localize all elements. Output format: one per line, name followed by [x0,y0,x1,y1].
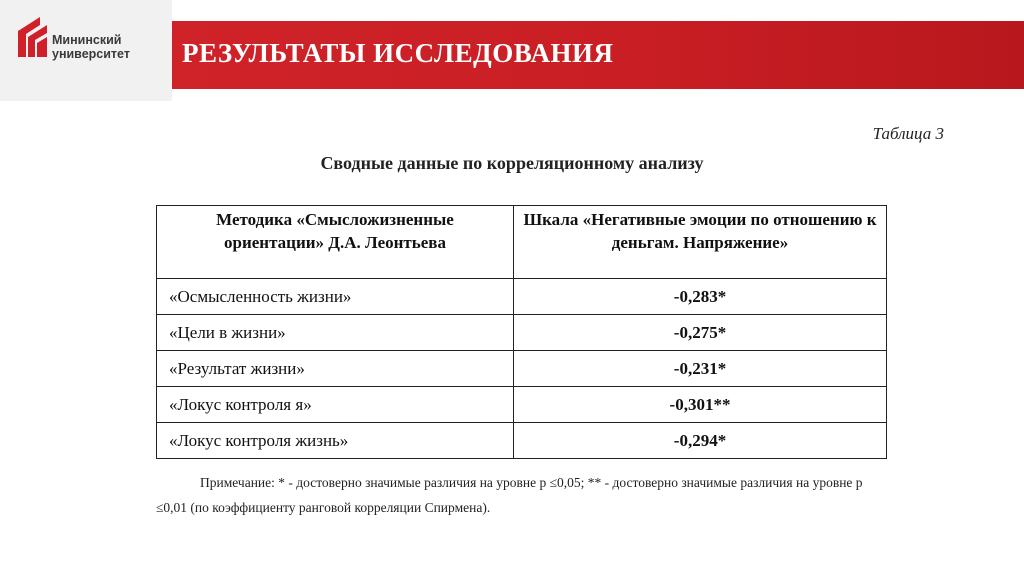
row-label: «Локус контроля жизнь» [157,423,514,459]
table-footnote: Примечание: * - достоверно значимые различия на уровне р ≤0,05; ** - достоверно значимые различия на уровне р ≤0,01 (по коэффициенту ранговой корреляции Спирмена). [156,475,863,515]
logo-panel [0,0,172,101]
header-band [172,21,1024,89]
row-label: «Результат жизни» [157,351,514,387]
logo-line-2: университет [52,47,130,61]
column-header-method: Методика «Смысложизненные ориентации» Д.А. Леонтьева [157,206,514,279]
row-value: -0,294* [514,423,887,459]
university-name [52,33,130,61]
row-label: «Цели в жизни» [157,315,514,351]
table-row [157,387,887,423]
university-logo-icon [16,13,50,59]
table-caption: Таблица 3 [872,124,944,143]
page-title: РЕЗУЛЬТАТЫ ИССЛЕДОВАНИЯ [182,38,614,68]
row-value: -0,283* [514,279,887,315]
table-row [157,315,887,351]
row-value: -0,231* [514,351,887,387]
table-title: Сводные данные по корреляционному анализу [320,153,704,173]
correlation-table [156,205,887,459]
column-header-scale: Шкала «Негативные эмоции по отношению к деньгам. Напряжение» [514,206,887,279]
table-row [157,279,887,315]
logo-line-1: Мининский [52,33,122,47]
table-header-row [157,206,887,279]
table-row [157,351,887,387]
row-value: -0,275* [514,315,887,351]
row-value: -0,301** [514,387,887,423]
row-label: «Осмысленность жизни» [157,279,514,315]
row-label: «Локус контроля я» [157,387,514,423]
table-row [157,423,887,459]
